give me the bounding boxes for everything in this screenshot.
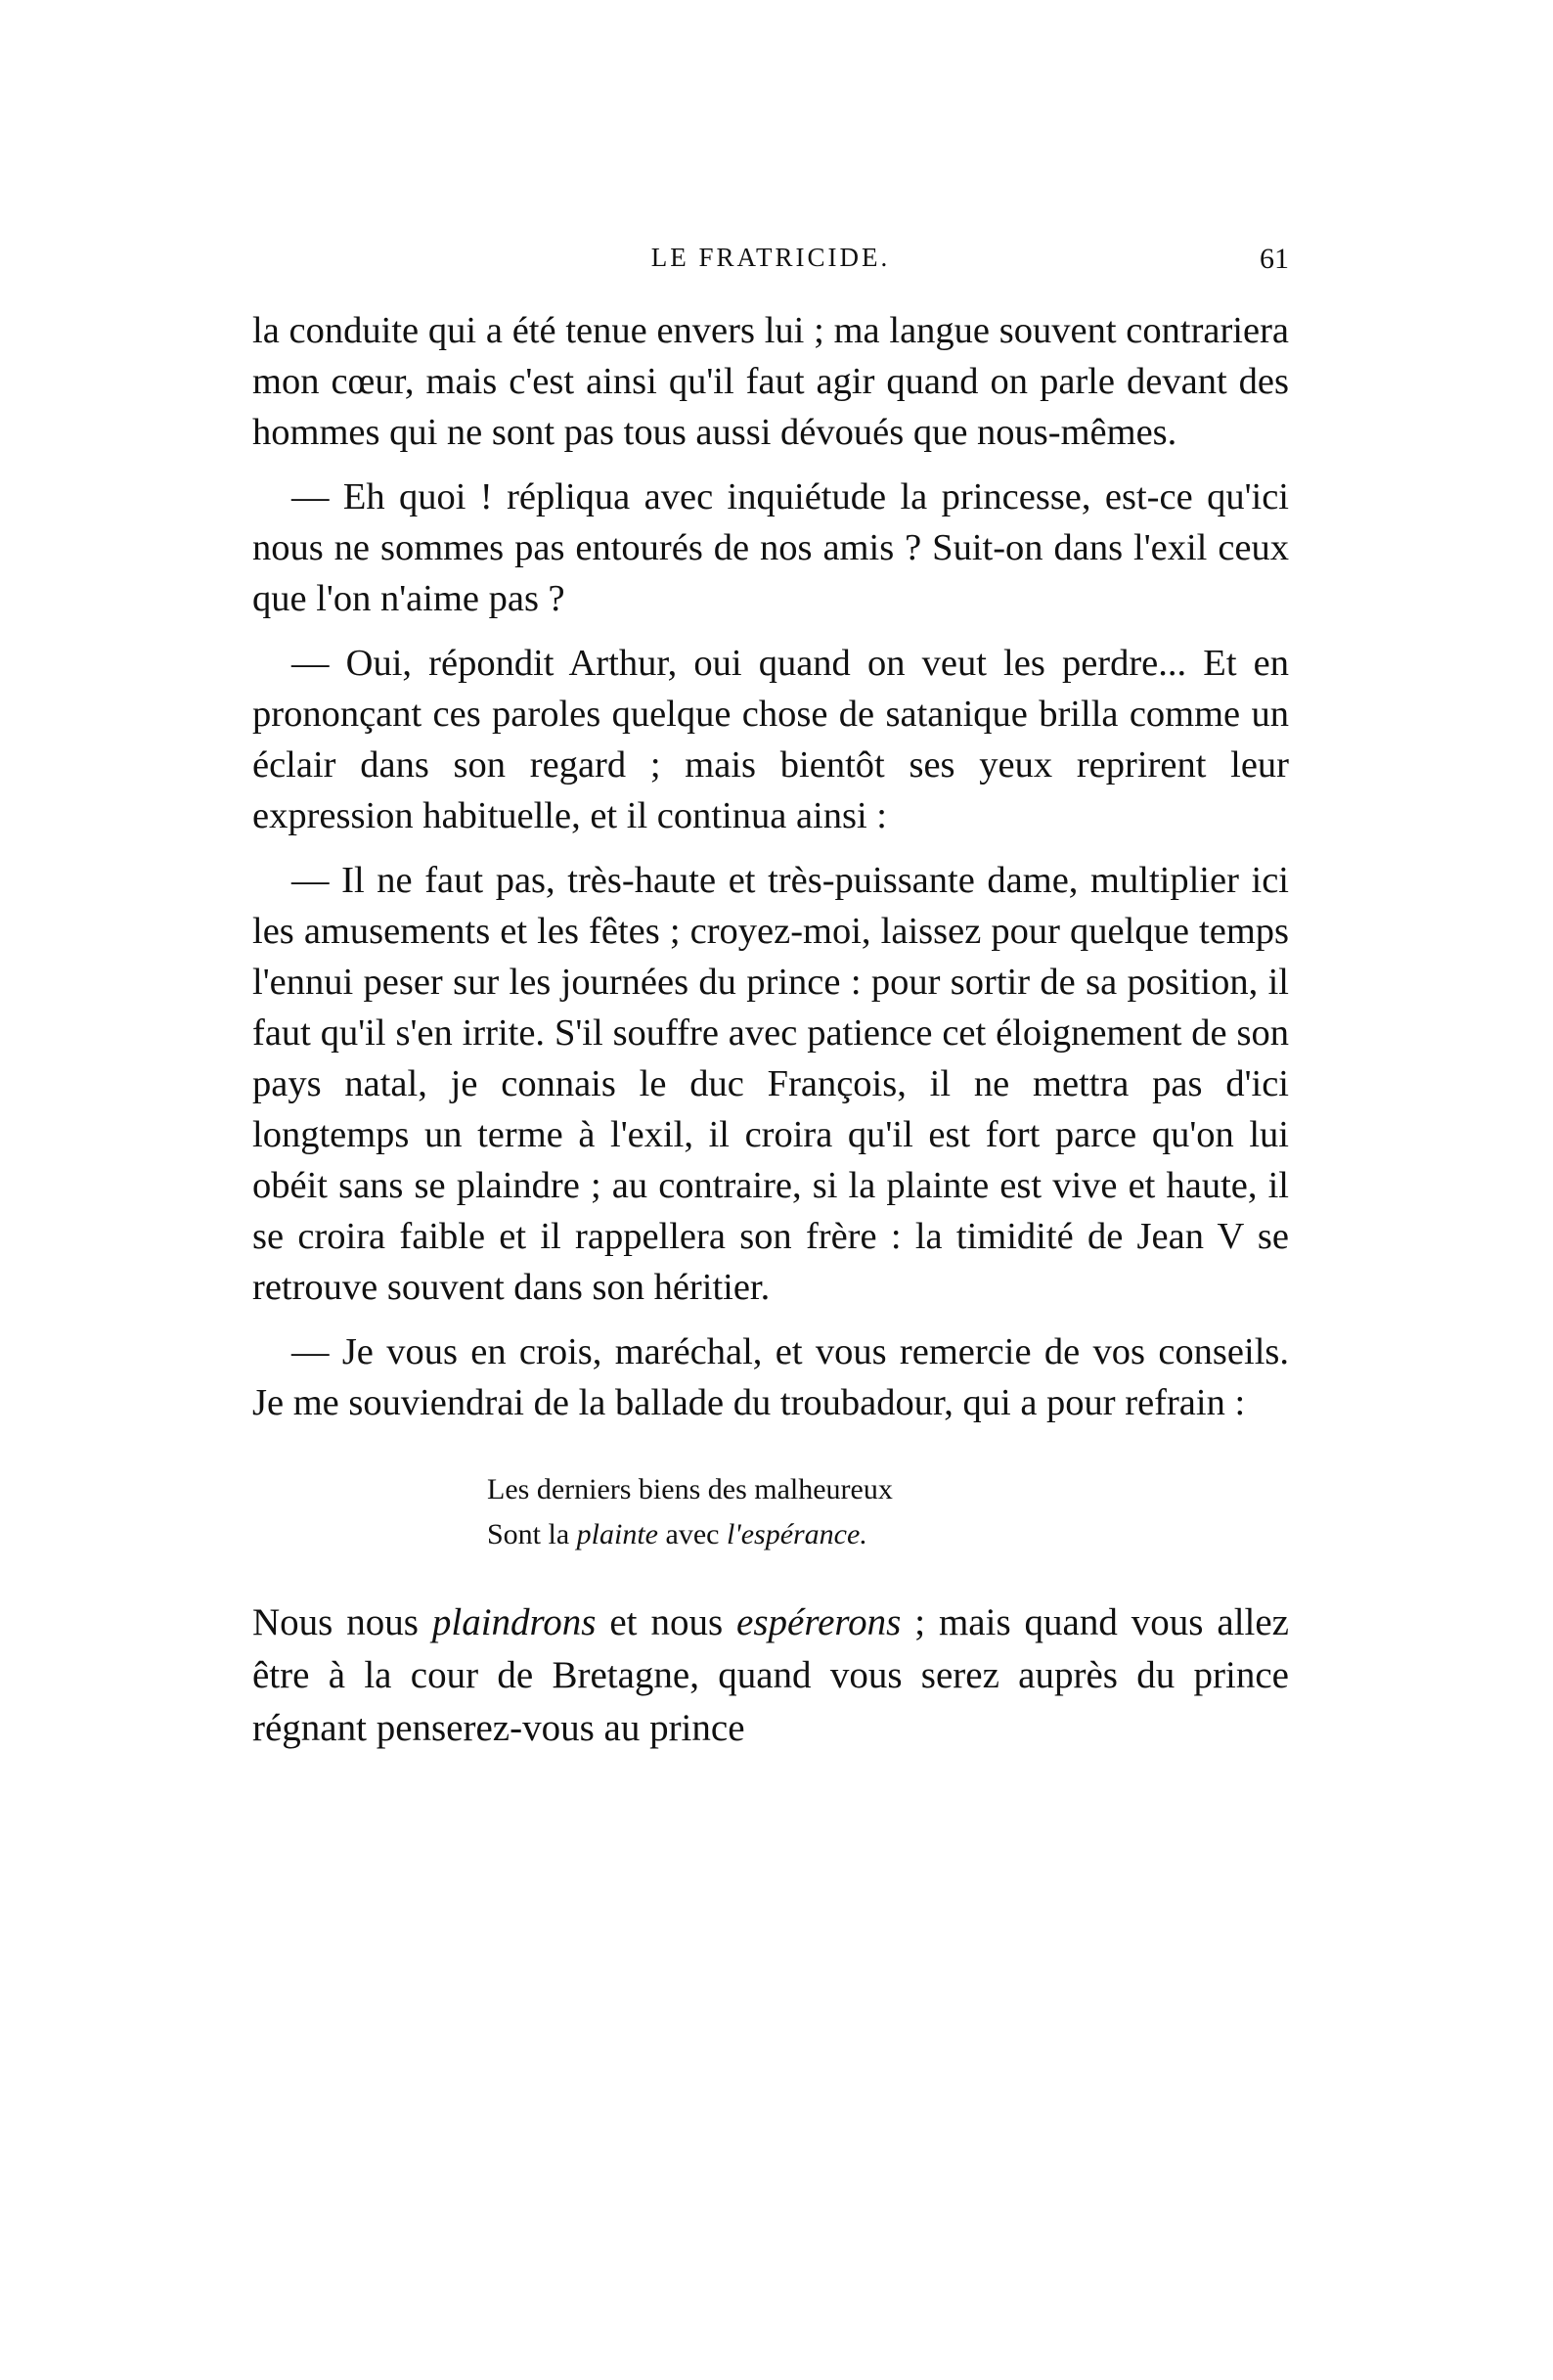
paragraph-continuation: la conduite qui a été tenue envers lui ; ma langue souvent contrariera mon cœur, mais c'est ainsi qu'il faut agir quand on parle devant des hommes qui ne sont pas tous aussi dévoués que nous-mêmes.	[252, 310, 1289, 453]
closing-italic-plaindrons: plaindrons	[431, 1601, 597, 1643]
verse-line-2-italic-plainte: plainte	[576, 1518, 658, 1550]
paragraph-princess-reply: — Eh quoi ! répliqua avec inquiétude la princesse, est-ce qu'ici nous ne sommes pas entourés de nos amis ? Suit-on dans l'exil ceux que l'on n'aime pas ?	[252, 476, 1289, 619]
paragraph-princess-answer: — Je vous en crois, maréchal, et vous remercie de vos conseils. Je me souviendrai de la ballade du troubadour, qui a pour refrain :	[252, 1331, 1289, 1423]
running-head	[252, 239, 1289, 278]
closing-italic-espererons: espérerons	[736, 1601, 902, 1643]
verse-line-1: Les derniers biens des malheureux	[487, 1473, 893, 1505]
closing-part-1: Nous nous	[252, 1601, 432, 1643]
verse-line-2-italic-esperance: l'espérance.	[726, 1518, 867, 1550]
closing-part-2: et nous	[596, 1601, 737, 1643]
verse-line-2-mid: avec	[658, 1518, 727, 1550]
paragraph-closing	[252, 1596, 1289, 1755]
closing-part-3: ; mais quand vous allez être à la cour de Bretagne, quand vous serez auprès du prince régnant penserez-vous au prince	[252, 1601, 1289, 1749]
running-title: LE FRATRICIDE.	[650, 243, 891, 272]
paragraph-arthur-reply: — Oui, répondit Arthur, oui quand on veut les perdre... Et en prononçant ces paroles quelque chose de satanique brilla comme un éclair dans son regard ; mais bientôt ses yeux reprirent leur expression habituelle, et il continua ainsi :	[252, 643, 1289, 836]
verse-line-2	[487, 1512, 1289, 1557]
body-text	[252, 305, 1289, 1755]
verse-line-2-prefix: Sont la	[487, 1518, 577, 1550]
page-number: 61	[1260, 243, 1289, 275]
paragraph-arthur-advice: — Il ne faut pas, très-haute et très-puissante dame, multiplier ici les amusements et les fêtes ; croyez-moi, laissez pour quelque temps l'ennui peser sur les journées du prince : pour sortir de sa position, il faut qu'il s'en irrite. S'il souffre avec patience cet éloignement de son pays natal, je connais le duc François, il ne mettra pas d'ici longtemps un terme à l'exil, il croira qu'il est fort parce qu'on lui obéit sans se plaindre ; au contraire, si la plainte est vive et haute, il se croira faible et il rappellera son frère : la timidité de Jean V se retrouve souvent dans son héritier.	[252, 860, 1289, 1308]
verse-quote	[487, 1467, 1289, 1557]
